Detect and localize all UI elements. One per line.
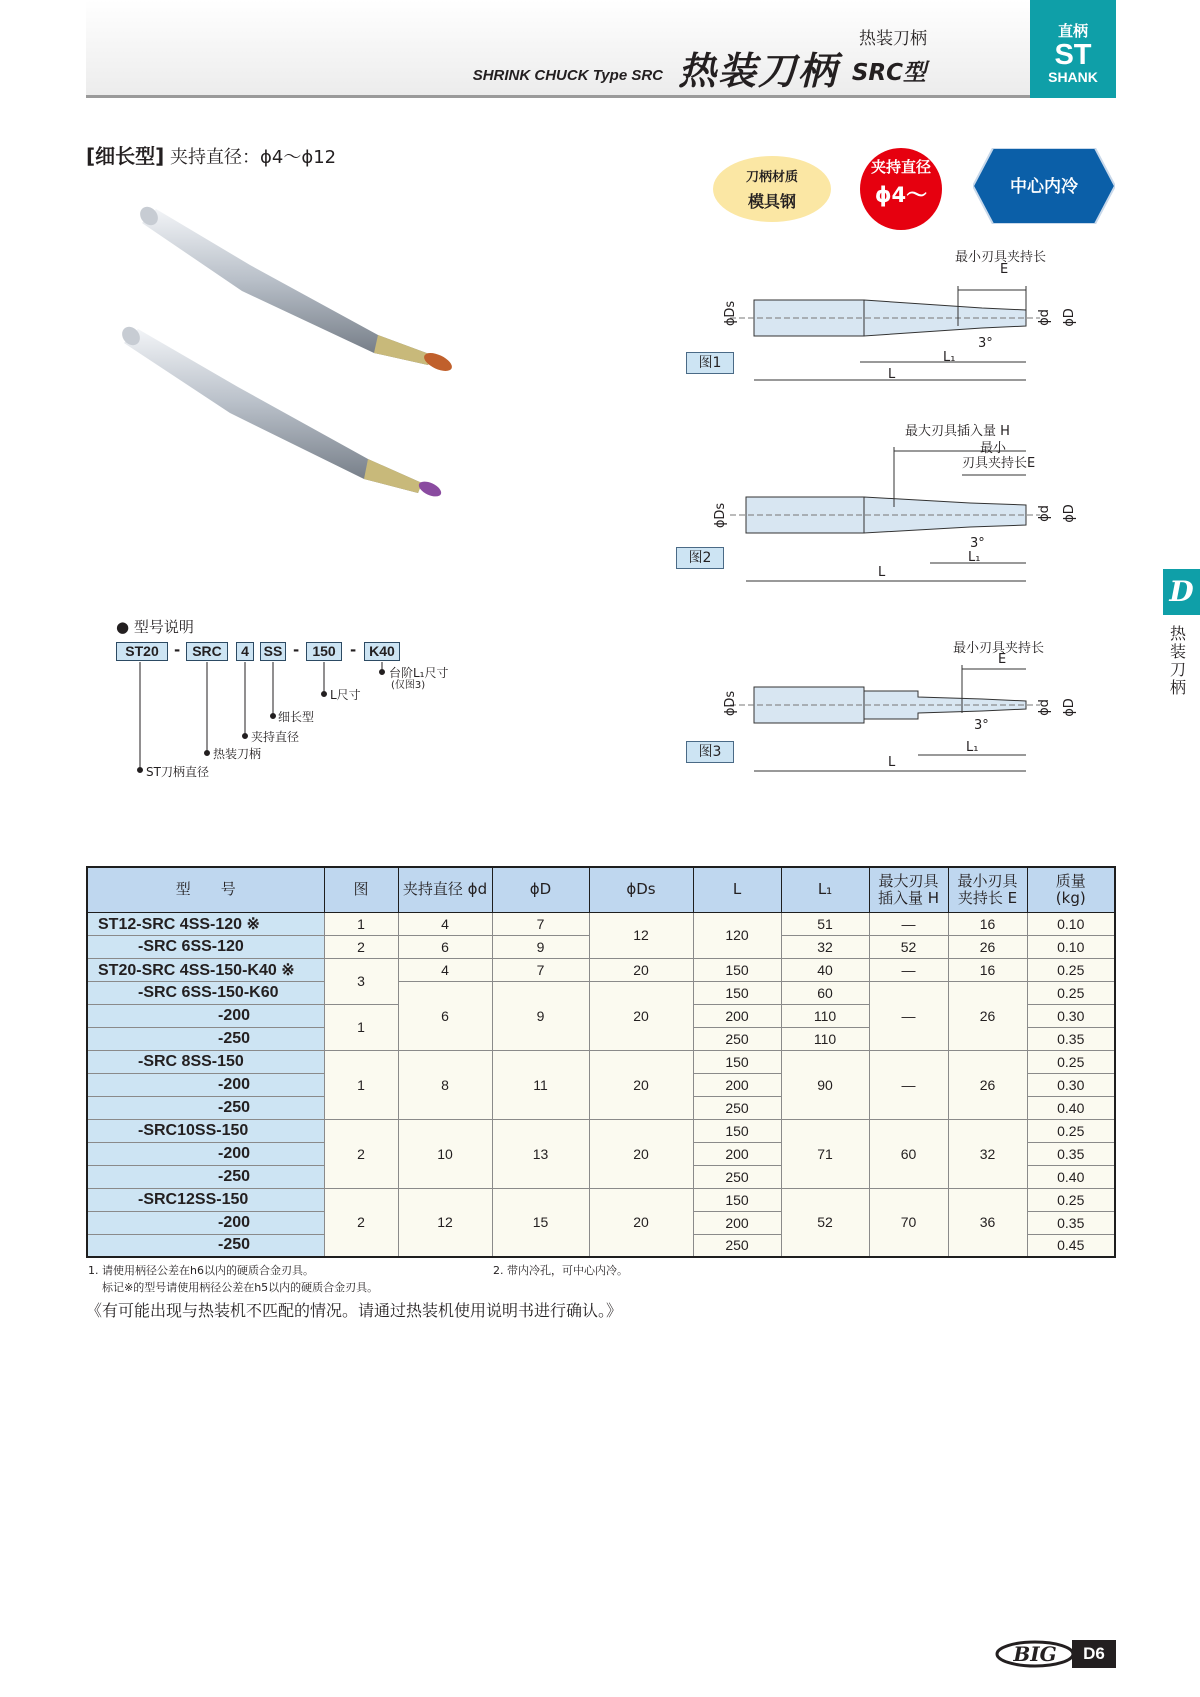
table-row: [87, 912, 1115, 935]
E-cell: 26: [948, 1050, 1027, 1119]
E-cell: 26: [948, 935, 1027, 958]
L-cell: 150: [693, 958, 781, 981]
fig2-D: ϕD: [1061, 504, 1077, 523]
model-part-step: K40: [364, 642, 400, 661]
E-cell: 36: [948, 1188, 1027, 1257]
model-part-shank: ST20: [116, 642, 168, 661]
model-cell: -200: [87, 1004, 324, 1027]
H-cell: —: [869, 958, 948, 981]
E-cell: 16: [948, 958, 1027, 981]
Ds-cell: 20: [589, 1188, 693, 1257]
L-cell: 150: [693, 1119, 781, 1142]
fig-cell: 2: [324, 1188, 398, 1257]
model-explain-title: ● 型号说明: [116, 618, 194, 636]
clamp-label: 夹持直径: [870, 158, 931, 176]
note-clamp-diameter: 夹持直径: [251, 730, 300, 744]
note-2: 2. 带内冷孔，可中心内冷。: [493, 1264, 628, 1277]
Ds-cell: 20: [589, 958, 693, 981]
L-cell: 250: [693, 1027, 781, 1050]
th-Ds: ϕDs: [589, 867, 693, 912]
Ds-cell: 20: [589, 1119, 693, 1188]
L-cell: 150: [693, 1188, 781, 1211]
th-H-line1: 最大刃具: [878, 871, 939, 890]
clamp-badge: [860, 148, 942, 230]
model-cell: -SRC10SS-150: [87, 1119, 324, 1142]
fig3-d: ϕd: [1036, 699, 1052, 716]
big-logo-icon: [994, 1640, 1076, 1668]
model-dash: -: [350, 641, 357, 659]
mass-cell: 0.35: [1027, 1211, 1115, 1234]
D-cell: 9: [492, 935, 589, 958]
fig1-E: E: [1000, 262, 1009, 277]
model-dash: -: [293, 641, 300, 659]
L-cell: 150: [693, 1050, 781, 1073]
mass-cell: 0.25: [1027, 981, 1115, 1004]
fig3-min-clamp: 最小刃具夹持长: [953, 641, 1045, 656]
model-part-slim: SS: [260, 642, 286, 661]
header-type: SRC型: [851, 60, 926, 86]
fig1-min-clamp: 最小刃具夹持长: [955, 250, 1047, 265]
fig2-L: L: [878, 565, 886, 580]
fig3-angle: 3°: [974, 718, 989, 733]
d-cell: 8: [398, 1050, 492, 1119]
mass-cell: 0.35: [1027, 1027, 1115, 1050]
page-number: D6: [1072, 1640, 1116, 1668]
header-english-title: SHRINK CHUCK Type SRC: [472, 67, 663, 84]
mass-cell: 0.25: [1027, 1119, 1115, 1142]
H-cell: 60: [869, 1119, 948, 1188]
figure-1-drawing: [700, 268, 1100, 388]
mass-cell: 0.35: [1027, 1142, 1115, 1165]
L1-cell: 32: [781, 935, 869, 958]
model-cell: -200: [87, 1211, 324, 1234]
d-cell: 10: [398, 1119, 492, 1188]
fig1-L: L: [888, 367, 896, 382]
H-cell: —: [869, 912, 948, 935]
th-mass-line2: (kg): [1055, 888, 1086, 907]
th-model: 型 号: [87, 867, 324, 912]
mass-cell: 0.25: [1027, 1050, 1115, 1073]
fig3-L1: L₁: [966, 740, 979, 755]
side-letter: D: [1163, 569, 1200, 615]
fig1-label: 图1: [686, 352, 734, 374]
L-cell: 150: [693, 981, 781, 1004]
table-row: [87, 958, 1115, 981]
fig3-L: L: [888, 755, 896, 770]
th-fig: 图: [324, 867, 398, 912]
fig2-label: 图2: [676, 547, 724, 569]
spec-table: [86, 866, 1116, 1258]
material-badge: [713, 156, 831, 222]
model-cell: -SRC 8SS-150: [87, 1050, 324, 1073]
header-category: 热装刀柄: [859, 29, 927, 49]
L-cell: 200: [693, 1073, 781, 1096]
d-cell: 6: [398, 981, 492, 1050]
model-part-diameter: 4: [236, 642, 254, 661]
th-mass-line1: 质量: [1055, 871, 1086, 890]
model-cell: -200: [87, 1142, 324, 1165]
D-cell: 7: [492, 912, 589, 935]
mass-cell: 0.40: [1027, 1096, 1115, 1119]
note-length: L尺寸: [330, 688, 361, 702]
E-cell: 16: [948, 912, 1027, 935]
th-L: L: [693, 867, 781, 912]
mass-cell: 0.10: [1027, 912, 1115, 935]
table-row: [87, 981, 1115, 1004]
shrink-chuck-photo-1: [136, 205, 454, 375]
L1-cell: 52: [781, 1188, 869, 1257]
L1-cell: 71: [781, 1119, 869, 1188]
D-cell: 11: [492, 1050, 589, 1119]
th-D: ϕD: [492, 867, 589, 912]
th-L1: L₁: [781, 867, 869, 912]
th-E: [948, 867, 1027, 912]
L-cell: 200: [693, 1004, 781, 1027]
coolant-label: 中心内冷: [1010, 177, 1078, 197]
L-cell: 250: [693, 1096, 781, 1119]
model-cell: -250: [87, 1027, 324, 1050]
L1-cell: 60: [781, 981, 869, 1004]
L1-cell: 110: [781, 1027, 869, 1050]
fig1-Ds: ϕDs: [723, 300, 739, 327]
fig2-max-insert: 最大刃具插入量 H: [905, 424, 1010, 439]
material-value: 模具钢: [747, 192, 796, 211]
H-cell: 52: [869, 935, 948, 958]
note-shrink-holder: 热装刀柄: [213, 747, 262, 761]
tab-line-2: ST: [1054, 39, 1092, 71]
big-logo-text: BIG: [1013, 1642, 1057, 1666]
product-photo: [120, 205, 480, 545]
th-E-line2: 夹持长 E: [957, 888, 1018, 907]
D-cell: 9: [492, 981, 589, 1050]
compatibility-note: 《有可能出现与热装机不匹配的情况。请通过热装机使用说明书进行确认。》: [86, 1301, 623, 1320]
note-st-diameter: ST刀柄直径: [146, 765, 209, 779]
Ds-cell: 20: [589, 981, 693, 1050]
H-cell: —: [869, 1050, 948, 1119]
L1-cell: 110: [781, 1004, 869, 1027]
fig3-Ds: ϕDs: [723, 690, 739, 717]
fig2-min-clamp-1: 最小: [980, 441, 1007, 456]
model-cell: ST12-SRC 4SS-120 ※: [87, 912, 324, 935]
big-logo: [994, 1640, 1076, 1668]
tab-line-1: 直柄: [1057, 22, 1088, 40]
L-cell: 120: [693, 912, 781, 958]
model-cell: -SRC 6SS-120: [87, 935, 324, 958]
D-cell: 15: [492, 1188, 589, 1257]
fig2-d: ϕd: [1036, 505, 1052, 522]
model-cell: -250: [87, 1234, 324, 1257]
fig-cell: 2: [324, 935, 398, 958]
L-cell: 250: [693, 1165, 781, 1188]
model-cell: -250: [87, 1096, 324, 1119]
L-cell: 250: [693, 1234, 781, 1257]
section-tab: [1030, 0, 1116, 98]
tab-line-3: SHANK: [1048, 69, 1098, 85]
fig2-angle: 3°: [970, 536, 985, 551]
fig1-d: ϕd: [1036, 309, 1052, 326]
fig2-L1: L₁: [968, 550, 981, 565]
material-label: 刀柄材质: [745, 170, 798, 185]
fig-cell: 2: [324, 1119, 398, 1188]
th-H: [869, 867, 948, 912]
page-header: [86, 0, 1030, 98]
model-cell: -SRC 6SS-150-K60: [87, 981, 324, 1004]
coolant-badge: [973, 148, 1115, 224]
model-cell: -SRC12SS-150: [87, 1188, 324, 1211]
E-cell: 32: [948, 1119, 1027, 1188]
fig-cell: 1: [324, 1050, 398, 1119]
fig2-Ds: ϕDs: [713, 502, 729, 529]
L1-cell: 90: [781, 1050, 869, 1119]
H-cell: —: [869, 981, 948, 1050]
model-part-length: 150: [306, 642, 342, 661]
model-cell: -250: [87, 1165, 324, 1188]
fig3-E: E: [998, 652, 1007, 667]
clamp-value: ϕ4〜: [874, 183, 928, 207]
fig1-D: ϕD: [1061, 308, 1077, 327]
note-step-2: (仅图3): [391, 680, 426, 691]
fig1-angle: 3°: [978, 336, 993, 351]
table-row: [87, 1050, 1115, 1073]
fig-cell: 3: [324, 958, 398, 1004]
Ds-cell: 20: [589, 1050, 693, 1119]
note-1b: 标记※的型号请使用柄径公差在h5以内的硬质合金刃具。: [102, 1281, 379, 1294]
th-H-line2: 插入量 H: [877, 888, 940, 907]
note-step-1: 台阶L₁尺寸: [389, 666, 449, 680]
side-text: 热装刀柄: [1170, 624, 1187, 697]
table-row: [87, 1119, 1115, 1142]
subtitle: [86, 140, 336, 169]
th-mass: [1027, 867, 1115, 912]
fig1-L1: L₁: [943, 350, 956, 365]
Ds-cell: 12: [589, 912, 693, 958]
D-cell: 13: [492, 1119, 589, 1188]
mass-cell: 0.25: [1027, 958, 1115, 981]
fig3-D: ϕD: [1061, 698, 1077, 717]
fig-cell: 1: [324, 912, 398, 935]
L-cell: 200: [693, 1142, 781, 1165]
mass-cell: 0.10: [1027, 935, 1115, 958]
mass-cell: 0.25: [1027, 1188, 1115, 1211]
model-part-type: SRC: [186, 642, 228, 661]
note-slim: 细长型: [278, 710, 315, 724]
d-cell: 4: [398, 912, 492, 935]
E-cell: 26: [948, 981, 1027, 1050]
model-cell: ST20-SRC 4SS-150-K40 ※: [87, 958, 324, 981]
mass-cell: 0.30: [1027, 1073, 1115, 1096]
D-cell: 7: [492, 958, 589, 981]
L1-cell: 40: [781, 958, 869, 981]
model-cell: -200: [87, 1073, 324, 1096]
mass-cell: 0.45: [1027, 1234, 1115, 1257]
fig3-label: 图3: [686, 741, 734, 763]
model-dash: -: [174, 641, 181, 659]
th-E-line1: 最小刃具: [957, 871, 1018, 890]
header-chinese-title: 热装刀柄: [677, 49, 838, 93]
H-cell: 70: [869, 1188, 948, 1257]
table-row: [87, 1188, 1115, 1211]
table-header-row: [87, 867, 1115, 912]
mass-cell: 0.30: [1027, 1004, 1115, 1027]
note-1: 1. 请使用柄径公差在h6以内的硬质合金刃具。: [88, 1264, 314, 1277]
d-cell: 4: [398, 958, 492, 981]
mass-cell: 0.40: [1027, 1165, 1115, 1188]
L-cell: 200: [693, 1211, 781, 1234]
d-cell: 12: [398, 1188, 492, 1257]
th-clamp-d: 夹持直径 ϕd: [398, 867, 492, 912]
d-cell: 6: [398, 935, 492, 958]
L1-cell: 51: [781, 912, 869, 935]
fig2-min-clamp-2: 刃具夹持长E: [962, 456, 1036, 471]
fig-cell: 1: [324, 1004, 398, 1050]
subtitle-bracket: [细长型]: [86, 144, 165, 168]
subtitle-text: 夹持直径：ϕ4〜ϕ12: [170, 147, 337, 168]
